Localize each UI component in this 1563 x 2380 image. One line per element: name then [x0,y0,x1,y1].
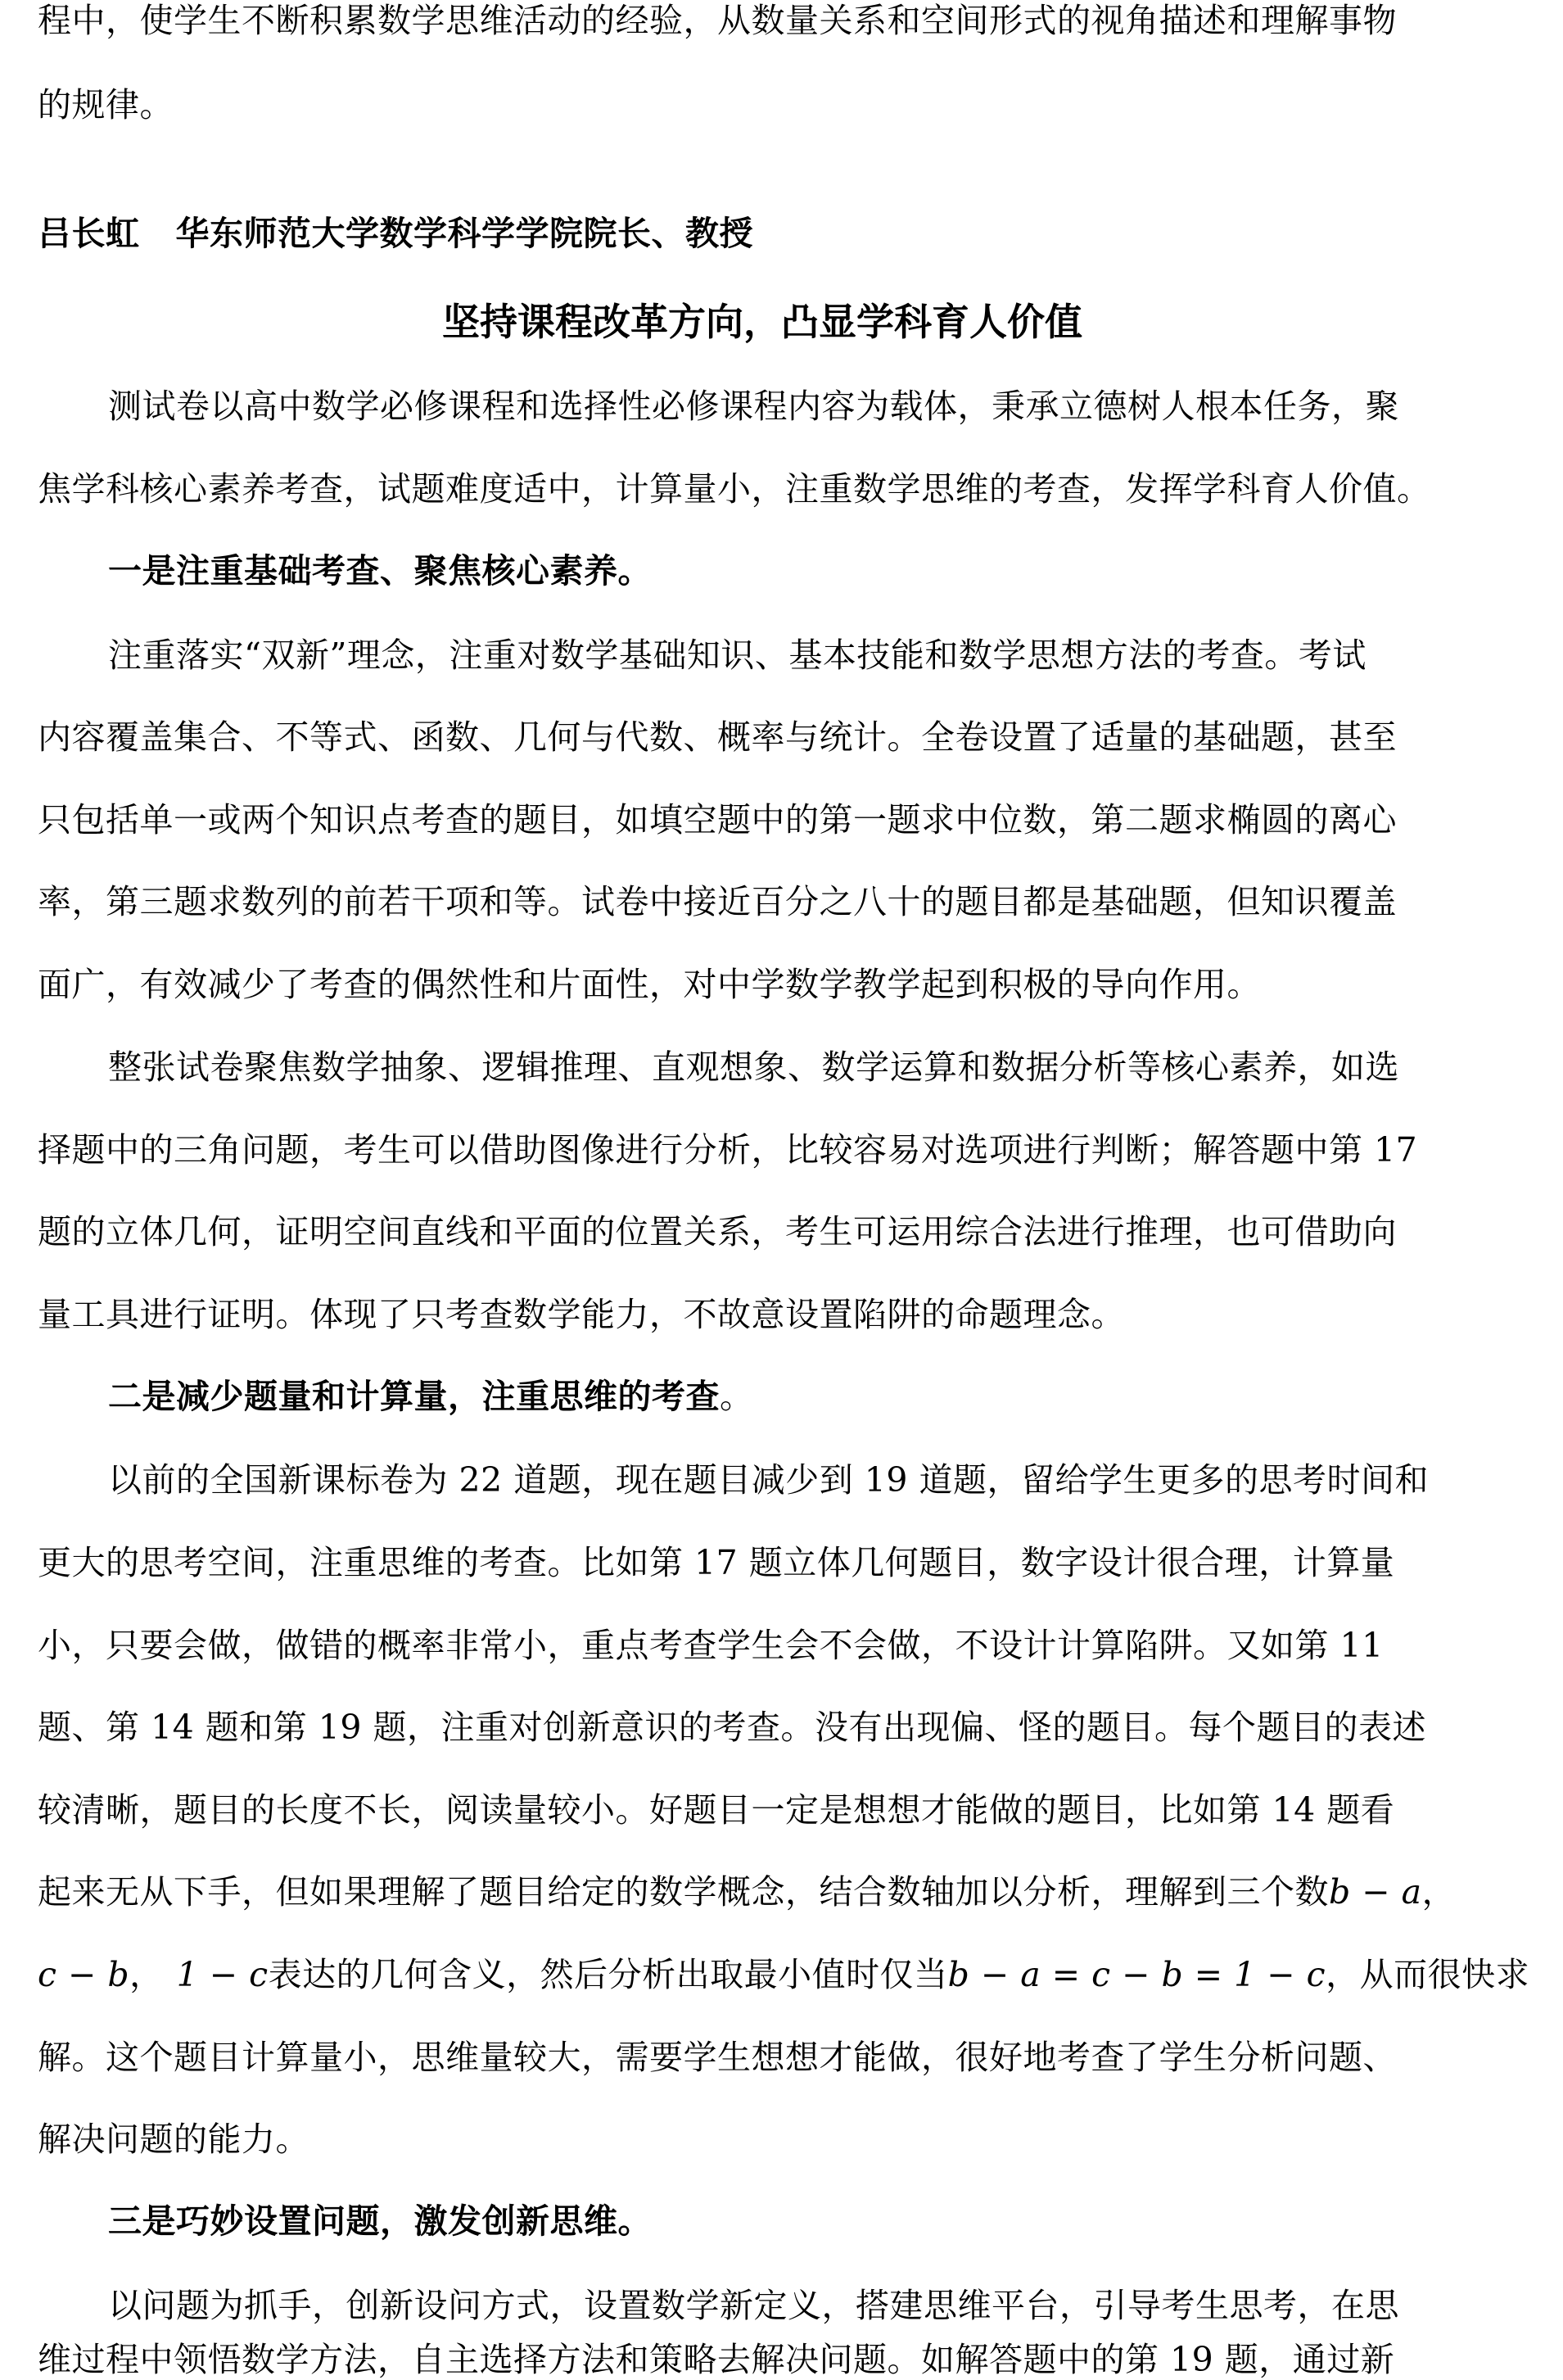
paragraph-line: 内容覆盖集合、不等式、函数、几何与代数、概率与统计。全卷设置了适量的基础题，甚至 [38,717,1397,757]
section-heading-3: 三是巧妙设置问题，激发创新思维。 [108,2201,652,2241]
paragraph-line: 整张试卷聚焦数学抽象、逻辑推理、直观想象、数学运算和数据分析等核心素养，如选 [108,1047,1399,1087]
punctuation: ， [129,1955,164,1994]
author-affiliation: 华东师范大学数学科学学院院长、教授 [175,214,753,253]
intro-line-2: 的规律。 [38,85,174,124]
paragraph-line: 注重落实“双新”理念，注重对数学基础知识、基本技能和数学思想方法的考查。考试 [108,636,1366,675]
paragraph-line-with-math [38,1954,1529,1995]
math-expression: b − a [1329,1872,1422,1912]
paragraph-line: 择题中的三角问题，考生可以借助图像进行分析，比较容易对选项进行判断；解答题中第 17 [38,1130,1418,1170]
author-line [38,213,753,254]
paragraph-line: 解。这个题目计算量小，思维量较大，需要学生想想才能做，很好地考查了学生分析问题、 [38,2038,1397,2077]
section-heading-2-period: 。 [720,1377,754,1416]
math-expression: c − b [38,1955,130,1994]
paragraph-line: 率，第三题求数列的前若干项和等。试卷中接近百分之八十的题目都是基础题，但知识覆盖 [38,882,1397,921]
paragraph-line: 面广，有效减少了考查的偶然性和片面性，对中学数学教学起到积极的导向作用。 [38,965,1261,1004]
paragraph-line: 测试卷以高中数学必修课程和选择性必修课程内容为载体，秉承立德树人根本任务，聚 [108,387,1399,426]
paragraph-line-with-math [38,1871,1456,1912]
section-heading-1: 一是注重基础考查、聚焦核心素养。 [108,551,652,590]
paragraph-line: 量工具进行证明。体现了只考查数学能力，不故意设置陷阱的命题理念。 [38,1295,1125,1334]
paragraph-text: 起来无从下手，但如果理解了题目给定的数学概念，结合数轴加以分析，理解到三个数 [38,1872,1329,1912]
paragraph-text: 表达的几何含义，然后分析出取最小值时仅当 [268,1955,948,1994]
paragraph-line: 以前的全国新课标卷为 22 道题，现在题目减少到 19 道题，留给学生更多的思考时间和 [108,1460,1429,1500]
punctuation: ， [1421,1872,1457,1912]
paragraph-line: 焦学科核心素养考查，试题难度适中，计算量小，注重数学思维的考查，发挥学科育人价值。 [38,469,1431,509]
section-heading-2-text: 二是减少题量和计算量，注重思维的考查 [108,1377,720,1416]
article-title: 坚持课程改革方向，凸显学科育人价值 [442,300,1082,344]
math-expression: b − a = c − b = 1 − c [947,1955,1326,1994]
paragraph-line: 以问题为抓手，创新设问方式，设置数学新定义，搭建思维平台，引导考生思考，在思 [108,2286,1399,2325]
intro-line-1: 程中，使学生不断积累数学思维活动的经验，从数量关系和空间形式的视角描述和理解事物 [38,1,1397,40]
paragraph-line: 较清晰，题目的长度不长，阅读量较小。好题目一定是想想才能做的题目，比如第 14 题看 [38,1790,1395,1830]
paragraph-line: 维过程中领悟数学方法，自主选择方法和策略去解决问题。如解答题中的第 19 题，通过新 [38,2340,1395,2379]
paragraph-line: 题的立体几何，证明空间直线和平面的位置关系，考生可运用综合法进行推理，也可借助向 [38,1212,1397,1251]
paragraph-line: 只包括单一或两个知识点考查的题目，如填空题中的第一题求中位数，第二题求椭圆的离心 [38,800,1397,839]
math-expression: 1 − c [176,1955,269,1994]
paragraph-text: ，从而很快求 [1326,1955,1530,1994]
paragraph-line: 题、第 14 题和第 19 题，注重对创新意识的考查。没有出现偏、怪的题目。每个题目的表述 [38,1708,1426,1747]
section-heading-2 [108,1376,754,1417]
paragraph-line: 解决问题的能力。 [38,2120,309,2159]
paragraph-line: 更大的思考空间，注重思维的考查。比如第 17 题立体几何题目，数字设计很合理，计算量 [38,1543,1395,1582]
paragraph-line: 小，只要会做，做错的概率非常小，重点考查学生会不会做，不设计计算陷阱。又如第 11 [38,1626,1384,1665]
author-name: 吕长虹 [38,214,140,253]
